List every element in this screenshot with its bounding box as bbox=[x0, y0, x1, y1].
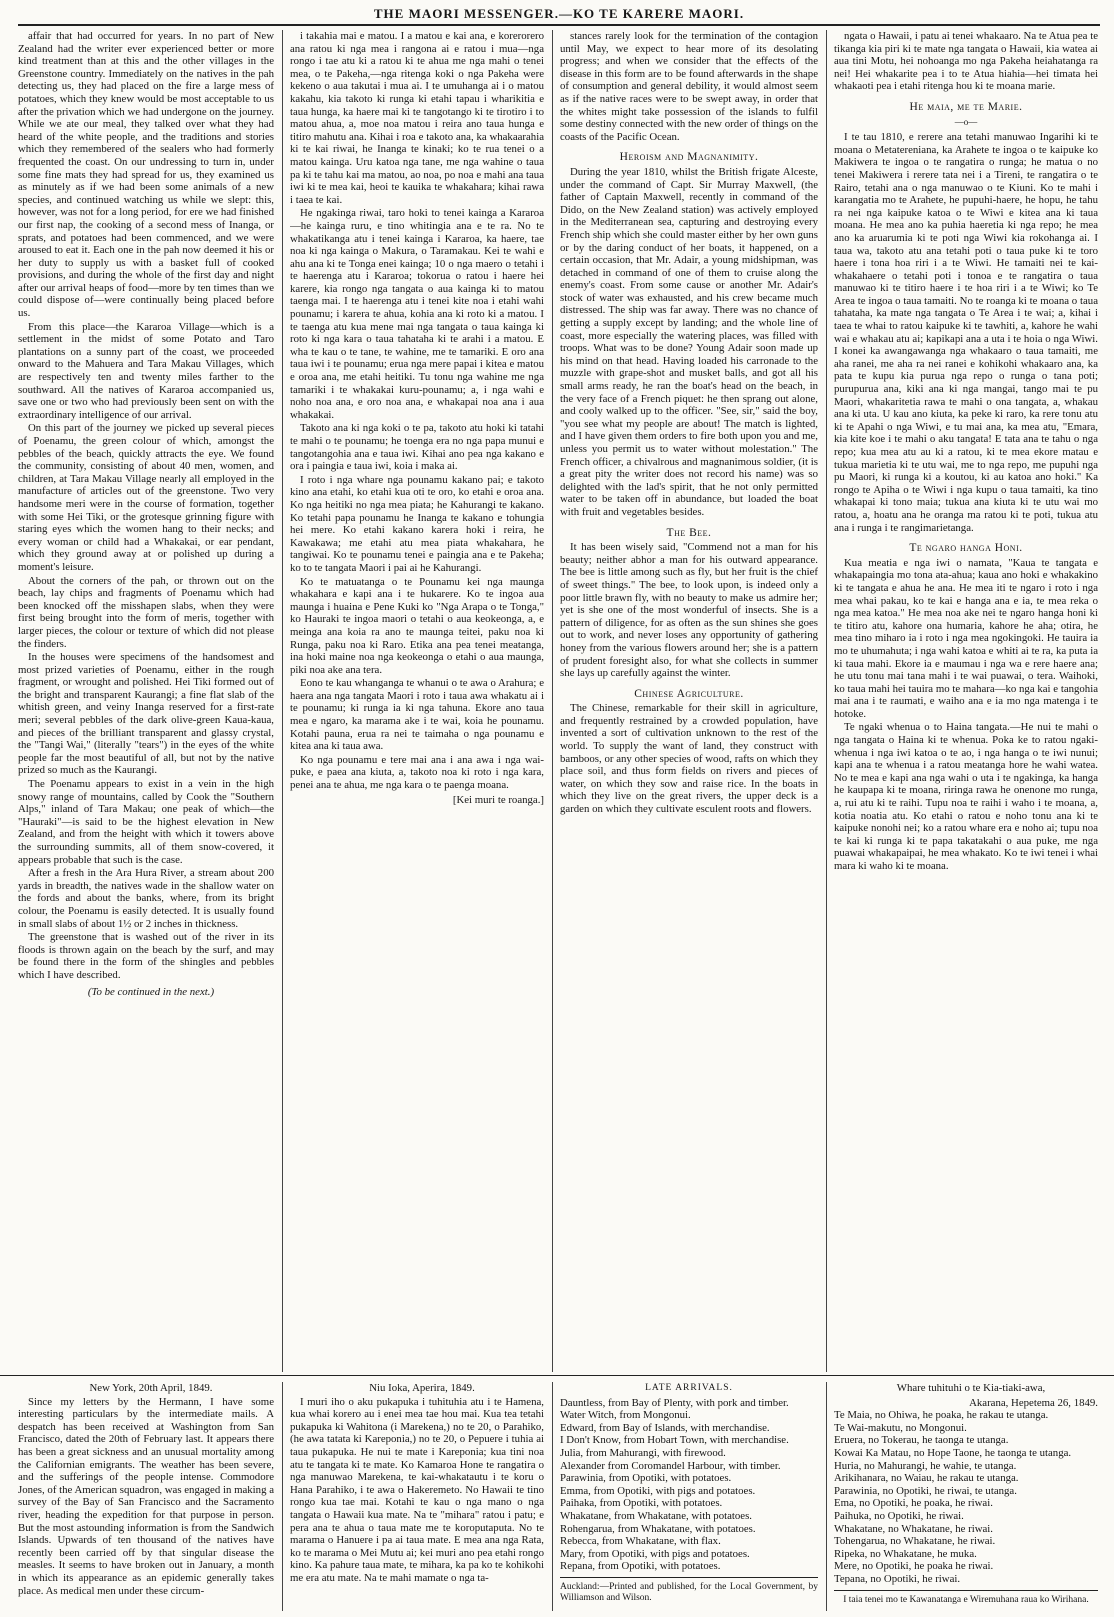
new-york-dateline: New York, 20th April, 1849. bbox=[89, 1382, 213, 1394]
list-item: Julia, from Mahurangi, with firewood. bbox=[560, 1446, 726, 1459]
measles-article-maori-end: ngata o Hawaii, i patu ai tenei whakaaro. Na te Atua pea te tikanga kia piri ki te mate nga tangata o Hawaii, kia watea ai aua tini Motu, hei nohoanga mo nga Pakeha heiahatanga ra nei! Hei whakarite pea i to te Atua hiahia—hei timata hei whakaoti pea i etahi ritenga hou ki te moana marie. bbox=[834, 30, 1098, 93]
bee-article: It has been wisely said, "Commend not a man for his beauty; neither abhor a man for his outward appearance. The bee is little among such as fly, but her fruit is the chief of sweet things." The bee, to look upon, is indeed only a poor little brawn fly, with no beauty to make us admire her; yet is she one of the most wonderful of insects. She is a pattern of diligence, for as often as the sun shines she goes out to work, and never loses any opportunity of gathering honey from the various flowers around her; she is a pattern of prudent foresight also, for what she collects in summer she lays up carefully against the winter. bbox=[560, 541, 818, 680]
late-arrivals-list bbox=[560, 1397, 818, 1573]
list-item: Te Maia, no Ohiwa, he poaka, he rakau te utanga. bbox=[834, 1409, 1049, 1422]
list-item: Alexander from Coromandel Harbour, with timber. bbox=[560, 1459, 781, 1472]
niu-ioka-dateline: Niu Ioka, Aperira, 1849. bbox=[369, 1382, 475, 1394]
paragraph: The Poenamu appears to exist in a vein in the high snowy range of mountains, called by Cook the "Southern Alps," inland of Tara Makau; one peak of which—the "Hauraki"—is said to be the highest elevation in New Zealand, and from the height with which it towers above the surrounding summits, all of them snow-covered, it appears probable that such is the case. bbox=[18, 778, 274, 866]
list-item: Edward, from Bay of Islands, with merchandise. bbox=[560, 1421, 770, 1434]
list-item: Te Wai-makutu, no Mongonui. bbox=[834, 1421, 967, 1434]
measles-article-end: stances rarely look for the termination of the contagion until May, we expect to hear more of its desolating progress; and when we consider that the effects of the disease in this form are to be found afterwards in the shape of consumption and general debility, it would almost seem as if the native races were to be swept away, in order that the whites might take possession of the islands to fulfil some destiny connected with the new order of things on the coasts of the Pacific Ocean. bbox=[560, 30, 818, 143]
list-item: Whakatane, no Whakatane, he riwai. bbox=[834, 1522, 993, 1535]
chinese-agriculture-article: The Chinese, remarkable for their skill in agriculture, and frequently restrained by a crowded population, have invented a sort of cultivation unknown to the rest of the world. To supply the want of land, they construct with bamboos, or any other species of wood, rafts on which they place soil, and thus form fields on rivers and pieces of water, on which they sow and raise rice. In the boats in which they live on the great rivers, the upper deck is a garden on which they cultivate esculent roots and flowers. bbox=[560, 702, 818, 816]
column-rule bbox=[552, 1382, 553, 1611]
paragraph: He ngakinga riwai, taro hoki to tenei kainga a Kararoa—he kainga ruru, e tino whitingia ana e te ra. No te whakatikanga atu i tenei kainga i Kararoa, ka haere, tae noa ki nga kainga o Makura, o Taramakau. Kei te wahi e ahu ana ki te Tonga enei kainga; 10 o nga maero o tetahi i te haerenga atu i Kararoa; tokorua o ratou i haere hei karere, kia rongo nga tangata o aua kainga ki to matou taenga mai. I te haerenga atu i tenei kite noa i etahi wahi pounamu; i karera te ahua, kohia ana ki roto ki a matou. I te taenga atu kua mene mai nga tangata o taua kainga ki roto ki nga kara o taua tahataha ki te arahi i a matou. E wha te kau o te tane, te wahine, me te tamariki. E oro ana taua iwi i te pounamu; erua nga mere papai i kitea e matou e oroa ana, me etahi heitiki. Tu tonu nga wahine me nga tamariki i te whakakai kuru-pounamu; a, i nga wahi e noho noa ana, e oro noa ana, e whakapai noa ana i aua whakakai. bbox=[290, 207, 544, 421]
heroism-article: During the year 1810, whilst the British frigate Alceste, under the command of Capt. Sir Murray Maxwell, (the father of Captain Maxwell, recently in command of the Dido, on the New Zealand station) was actively employed in the Mediterranean sea, capturing and destroying every French ship which she could master either by her own guns or by the daring conduct of her boats, it happened, on a certain occasion, that Mr. Adair, a young midshipman, was detached in command of one of them to cruise along the enemy's coast. From some cause or another Mr. Adair's stock of water was exhausted, and his crew became much distressed. The ship was far away. There was no chance of getting a supply except by landing; and the whole line of coast, more especially the watering places, was filled with troops. What was to be done? Young Adair soon made up his mind on that head. Having loaded his carronade to the muzzle with grape-shot and musket balls, and got all his small arms ready, he ran the boat's head on the beach, in the very face of a French piquet: he then sprang out alone, and cooly walked up to the officer. "See, sir," said the boy, "you see what my people are about! The match is lighted, and I have given them orders to fire both upon you and me, unless you permit us to water without molestation." The French officer, a chivalrous and magnanimous soldier, (it is a great pity the writer does not record his name) was so delighted with the lad's spirit, that he not only permitted water to be taken off in abundance, but loaded the boat with fruit and vegetables besides. bbox=[560, 165, 818, 518]
imprint: Auckland:—Printed and published, for the Local Government, by Williamson and Wilson. bbox=[560, 1581, 818, 1603]
column-rule bbox=[826, 30, 827, 1372]
upper-section bbox=[18, 30, 1100, 1372]
list-item: Paihaka, from Opotiki, with potatoes. bbox=[560, 1497, 723, 1510]
continued-note-maori: [Kei muri te roanga.] bbox=[452, 793, 544, 806]
maia-heading: He maia, me te Marie. bbox=[909, 100, 1023, 113]
list-item: Tohengarua, no Whakatane, he riwai. bbox=[834, 1535, 996, 1548]
imprint-maori: I taia tenei mo te Kawanatanga e Wiremuhana raua ko Wirihana. bbox=[843, 1594, 1089, 1605]
list-item: Tepana, no Opotiki, he riwai. bbox=[834, 1572, 961, 1585]
list-item: Ema, no Opotiki, he poaka, he riwai. bbox=[834, 1497, 993, 1510]
chinese-agriculture-heading: Chinese Agriculture. bbox=[634, 687, 744, 700]
paragraph: On this part of the journey we picked up several pieces of Poenamu, the green colour of which, amongst the pebbles of the beach, quickly attracts the eye. We found the community, consisting of about 40 men, women, and children, at Tara Makau Village nearly all employed in the manufacture of articles out of the greenstone. Two very handsome meri were in the course of formation, together with some Hei Tiki, or the grotesque grinning figure with staring eyes which the women hang to their necks; and every woman or child had a Whakakai, or ear pendant, which they ground away at or polished up during a moment's leisure. bbox=[18, 422, 274, 573]
new-york-text: Since my letters by the Hermann, I have some interesting particulars by the intermediate mails. A despatch has been received at Washington from San Francisco, dated the 20th of February last. It appears there has been a great sickness and an unusual mortality among the Californian emigrants. The weather has been severe, and the sufferings of the people intense. Commodore Jones, of the American squadron, was engaged in making a survey of the Bay of San Francisco and the Sacramento river, heading the expedition for that purpose in person. But the most astounding information is from the Sandwich Islands. Upwards of ten thousand of the natives have recently been carried off by that singular disease the measles. It seems to have broken out in January, a month in which its appearance as an epidemic generally takes place. As medical men under these circum- bbox=[18, 1395, 274, 1597]
list-item: Rebecca, from Whakatane, with flax. bbox=[560, 1535, 721, 1548]
new-york-letter bbox=[18, 1382, 274, 1611]
column-3 bbox=[560, 30, 818, 1372]
whare-arrivals bbox=[834, 1382, 1098, 1611]
column-4 bbox=[834, 30, 1098, 1372]
bee-heading: The Bee. bbox=[666, 526, 712, 539]
paragraph: Ko te matuatanga o te Pounamu kei nga maunga whakahara e kapi ana i te hukarere. Ko te ingoa aua maunga i huaina e Pene Kuki ko "Nga Arapa o te Tonga," ko Hauraki te ingoa maori o tetahi o aua keokeonga, a, e meinga ana koia ra ano te maunga teitei, paku noa ki Runga, paku noa ki Raro. Etika ana pea tenei meatanga, ina hoki maine noa nga keokeonga o etahi o aua maunga, piki noa ake ana tera. bbox=[290, 575, 544, 676]
list-item: Arikihanara, no Waiau, he rakau te utanga. bbox=[834, 1472, 1019, 1485]
paragraph: i takahia mai e matou. I a matou e kai ana, e korerorero ana ratou ki nga mea i rangona ai e ratou i mua—nga rongo i tae atu ki a ratou ki te ahua me nga mahi o tenei mea, o te Pakeha,—nga ritenga koki o nga Pakeha were kekeno o aua takutai i mua ai. I te umuhanga ai i o matou kakahu, kia takoto ki runga ki etahi tapau i wharikitia e taua hunga, ka haere mai ki te tangotango ki te tirotiro i to matou ahua, a, moe noa matou i reira ano taua hunga e titiro mahutu ana. Kihai i roa e takoto ana, ka whakaarahia ki te kai riwai, he Inanga te kinaki; ko te rua tenei o a matou kainga. Uru katoa nga tane, me nga wahine o taua pa ki te tahu kai ma matou, ao noa, po noa e mahi ana taua iwi ki te mea kai, heoi te kauika te whakahara; kihai rawa i taea te kai. bbox=[290, 30, 544, 206]
list-item: Huria, no Mahurangi, he wahie, te utanga. bbox=[834, 1459, 1017, 1472]
late-arrivals-heading: LATE ARRIVALS. bbox=[645, 1383, 733, 1393]
whare-heading: Whare tuhituhi o te Kia-tiaki-awa, bbox=[896, 1382, 1046, 1394]
paragraph: Ko nga pounamu e tere mai ana i ana awa i nga wai-puke, e paea ana kiuta, a, takoto noa ki roto i nga kara, penei ana te ahua, me nga kara o te paenga moana. bbox=[290, 753, 544, 792]
column-2 bbox=[290, 30, 544, 1372]
section-rule bbox=[0, 1375, 1114, 1376]
heroism-heading: Heroism and Magnanimity. bbox=[619, 151, 759, 164]
masthead: THE MAORI MESSENGER.—KO TE KARERE MAORI. bbox=[373, 6, 745, 21]
niu-ioka-letter bbox=[290, 1382, 544, 1611]
list-item: Repana, from Opotiki, with potatoes. bbox=[560, 1560, 721, 1573]
niu-ioka-text: I muri iho o aku pukapuka i tuhituhia atu i te Hamena, kua whai korero au i enei mea tae hou mai. Kua tea tetahi pukapuka ki Wahitona (i Marekena,) no te 20, o Parahiko, (he awa tatata ki Kareponia,) no te 20, o Pepuere i tuhia ai taua pukapuka. He nui te mate i Kareponia; kua tini noa atu te tangata ki te mate. Ko Kamaroa Hone te rangatira o nga manuwao Marekena, te kai-whakatautu i te koru o Hana Parahiko, i te awa o Hakeremeto. No Hawaii te tino rongo kua tae mai. Kotahi te kau o nga mano o nga tangata o Hawaii kua mate. Na te "mihara" ratou i patu; e pera ana te ahua o taua mate me te koroputaputa. No te marama o Hanuere i pa ai taua mate. E mea ana nga Rata, ko te marama o Mei Mutu ai; kei muri ano pea etahi rongo kino. Ka pahure taua mate, te mihara, ka pa ko te kohikohi me era atu mate. Na te mahi mamate o nga ta- bbox=[290, 1395, 544, 1584]
paragraph: affair that had occurred for years. In no part of New Zealand had the writer ever experienced better or more kind treatment than at this and the other villages in the Greenstone country. Immediately on the natives in the pah detecting us, they had placed on the fire a large mess of potatoes, which they knew would be most acceptable to us after the privation which we had undergone on the journey. While we ate our meal, they talked over what they had heard of the white people, and the traditions and stories which they remembered of the sealers who had formerly frequented the coast. On our undressing to turn in, under some fine mats they had spread for us, they examined us as minutely as if we had been some animals of a new species, and continued watching us while we slept: this, however, was not for a long period, for ere we had finished our first nap, the cooking of a second mess of Inanga, or sprats, and potatoes had been commenced, and we were aroused to eat it. Each one in the pah now deemed it his or her duty to supply us with a basket full of cooked provisions, and during the whole of the first day and night after our arrival heaps of food—more by ten times than we could dispose of—were continually being placed before us. bbox=[18, 30, 274, 320]
imprint-rule bbox=[560, 1577, 818, 1578]
col2-paragraphs bbox=[290, 30, 544, 792]
continued-note: (To be continued in the next.) bbox=[87, 985, 215, 998]
haina-article: Te ngaki whenua o to Haina tangata.—He nui te mahi o nga tangata o Haina ki te whenua. Poka ke to ratou ngaki-whenua i nga iwi katoa o te ao, i nga hanga o te iwi nunui; kapi ana te whenua i a ratou meatanga hore he wahi watea. No te mea e kapi ana nga wahi o uta i te ngakinga, ka hanga he kaupapa ki te moana, riringa rawa he onenone mo runga, a, rui atu ki te raihi. Tupu noa te raihi i waho i te moana, a, kotia noatia atu. Ko etahi o ratou e noho tonu ana ki te kaipuke nonohi nei; ko a ratou whare era e noho ai; tupu noa te kai ki runga ki te papa takatakahi o aua puke, me nga puawai whakapaipai, he mea whakato. Ko te iwi tenei i whai mara ki waho ki te moana. bbox=[834, 721, 1098, 872]
list-item: Emma, from Opotiki, with pigs and potatoes. bbox=[560, 1484, 756, 1497]
paragraph: Takoto ana ki nga koki o te pa, takoto atu hoki ki tatahi te mahi o te pounamu; he toenga era no nga papa munui e tangotangohia ana e taua iwi. Kihai ano pea nga kakano e ora i paingia e taua iwi, koia i maka ai. bbox=[290, 422, 544, 473]
paragraph: Eono te kau whanganga te whanui o te awa o Arahura; e haera ana nga tangata Maori i roto i taua awa whakatu ai i te pounamu; ki runga ia ki nga tahuna. Ekore ano taua mea e ngaro, ka marama ake i te wai, koia he pounamu. Kotahi pauna, erua ra nei te taimaha o nga pounamu e kitea ana ki taua awa. bbox=[290, 677, 544, 753]
col1-paragraphs bbox=[18, 30, 274, 982]
column-1 bbox=[18, 30, 274, 1372]
list-item: Parawinia, no Opotiki, he riwai, te utanga. bbox=[834, 1484, 1017, 1497]
maia-article: I te tau 1810, e rerere ana tetahi manuwao Ingarihi ki te moana o Metatereniana, ka Arahete te ingoa o te kaipuke ko Makiwera te ingoa o te rangatira o runga; he matua o no tenei Makiwera i rerere tata nei i a Tireni, te rangatira o te Rairo, tetahi ana o nga manuwao o te Kiuni. Ko te mahi i karangatia mo te Arahete, he pupuhi-haere, he hopu, he tahu ra nei nga kaipuke katoa o te Wiwi e kitea ana ki taua moana. He mea ano ka puhia haeretia ki nga repo; he mea ano ka aruarumia ki te poti nga Wiwi kia rokohanga ai. I taua wa, takoto atu ana tetahi poti o taua puke ki te toro haere i tona hoa riri i a te Wiwi. He tamaiti nei te kai-whakahaere o tetahi poti i tonoa e te rangatira o taua manuwao ki te titiro haere i te hoa riri i a te Wiwi; ko Te Area te ingoa o taua tamaiti. No te roanga ki te moana o taua tahataha, ka mate nga tangata o Te Area i te wai; a, kihai i taea te whai to ratou kaipuke ki te tawhiti, a, kahore he wahi wai e whakau atu ai; kapikapi ana a uta i te hoia o nga Wiwi. I konei ka awangawanga nga whakaaro o taua tamaiti, me aha ranei, me aha ra nei ranei e kohikohi whakaaro ana, ka pata te kupu kia purua nga repo o runga o tana poti; purupurua ana, kiki ana ki nga mangai, tango mai te pu Maori, whakaritetia rawa te mahi o ona tangata, a, whakau ana ki uta. U kau ano kiuta, ka peke ki raro, ka rere tonu atu ki te Apahi o nga Wiwi, e tu mai ana, ka mea atu, "Emara, kia kite koe i te mahi o aku tangata! E tata ana te tahu o nga repo; kua mea atu au ki a ratou, ki te mea ekore matau e tukua marietia ki te utu wai, me to nga repo, me pupuhi nga pu Maori, ki runga ki a koutou, ki au katoa ano hoki." Ka rongo te Apiha o te Wiwi i nga kupu o taua tamaiti, ka tino whakapai ki tono maia; tukua ana kiuta ki te utu wai mo ratou, a, hoatu ana he oranga ma ratou ki te poti, tukua atu ana i runga i te rangimarietanga. bbox=[834, 131, 1098, 534]
honi-article: Kua meatia e nga iwi o namata, "Kaua te tangata e whakapaingia mo tona ata-ahua; kaua ano hoki e whakakino ki te tangata e ahua he ana. He mea iti te ngaro i roto i nga mea whai pakau, ko te kai e hanga ana e ia, te mea reka o nga mea katoa." He mea noa ake nei te ngaro hanga honi ki te titiro atu, kahore ona humaria, kahore he aha; otira, he mea tino miharo ia i roto i nga mea ngokingoki. He tauira ia mo te uhumahuta; i nga wahi katoa e whiti ai te ra, ka puta ia ki taua mahi. Ekore ia e maumau i nga wa e rere haere ana; he utu tonu mai tana mahi i te wai puawai, o tera. Waihoki, ko taua mahi hei tauira mo te mahara—ko nga kai e tangohia mai ana i te raumati, e waiho ana e ia mo nga matenga i te hotoke. bbox=[834, 556, 1098, 720]
column-rule bbox=[282, 30, 283, 1372]
list-item: Mere, no Opotiki, he poaka he riwai. bbox=[834, 1560, 994, 1573]
heading-separator: —o— bbox=[954, 116, 978, 127]
paragraph: From this place—the Kararoa Village—which is a settlement in the midst of some Potato and Taro plantations on a sunny part of the coast, we proceeded onward to the Mahuera and Tara Makau Villages, which are respectively ten and twenty miles farther to the southward. All the natives of Kararoa accompanied us, save one or two who had previously been sent on with the extraordinary intelligence of our arrival. bbox=[18, 320, 274, 421]
list-item: Water Witch, from Mongonui. bbox=[560, 1409, 691, 1422]
imprint-rule bbox=[834, 1590, 1098, 1591]
list-item: Ripeka, no Whakatane, he muka. bbox=[834, 1547, 977, 1560]
late-arrivals bbox=[560, 1382, 818, 1611]
paragraph: About the corners of the pah, or thrown out on the beach, lay chips and fragments of Poenamu which had been knocked off the misshapen slabs, when they were first being brought into the form of meris, together with larger pieces, the colour or texture of which did not please the finders. bbox=[18, 574, 274, 650]
masthead-rule bbox=[18, 24, 1100, 26]
column-rule bbox=[282, 1382, 283, 1611]
list-item: Paihuka, no Opotiki, he riwai. bbox=[834, 1509, 964, 1522]
list-item: Kowai Ka Matau, no Hope Taone, he taonga te utanga. bbox=[834, 1446, 1072, 1459]
column-rule bbox=[826, 1382, 827, 1611]
paragraph: In the houses were specimens of the handsomest and most prized varieties of Poenamu, either in the rough fragment, or wrought and polished. Hei Tiki formed out of the bright and transparent Kaurangi; a fine flat slab of the whitish green, and veiny Inanga reserved for a first-rate meri; several pebbles of the dark olive-green Kaua-kaua, and pieces of the brilliant transparent and glassy crystal, the "Tangi Wai," (literally "tears") in the eyes of the white people far the most beautiful of all, but not by the native prized so much as the Kaurangi. bbox=[18, 651, 274, 777]
lower-section bbox=[18, 1382, 1100, 1611]
list-item: I Don't Know, from Hobart Town, with merchandise. bbox=[560, 1434, 789, 1447]
list-item: Rohengarua, from Whakatane, with potatoes. bbox=[560, 1522, 756, 1535]
whare-dateline: Akarana, Hepetema 26, 1849. bbox=[969, 1396, 1098, 1409]
column-rule bbox=[552, 30, 553, 1372]
paragraph: After a fresh in the Ara Hura River, a stream about 200 yards in breadth, the natives wade in the shallow water on the fords and about the banks, where, from its bright colour, the Poenamu is easily detected. It is usually found in small slabs of about 1½ or 2 inches in thickness. bbox=[18, 867, 274, 930]
paragraph: The greenstone that is washed out of the river in its floods is thrown again on the beach by the surf, and may be found there in the form of the shingles and pebbles which I have described. bbox=[18, 931, 274, 981]
list-item: Dauntless, from Bay of Plenty, with pork and timber. bbox=[560, 1396, 789, 1409]
list-item: Whakatane, from Whakatane, with potatoes. bbox=[560, 1509, 752, 1522]
list-item: Mary, from Opotiki, with pigs and potatoes. bbox=[560, 1547, 750, 1560]
whare-list bbox=[834, 1409, 1098, 1585]
list-item: Eruera, no Tokerau, he taonga te utanga. bbox=[834, 1434, 1009, 1447]
honi-heading: Te ngaro hanga Honi. bbox=[909, 542, 1023, 555]
paragraph: I roto i nga whare nga pounamu kakano pai; e takoto kino ana etahi, ko etahi kua oti te oro, ko etahi e oroa ana. Ko nga heitiki no nga mea piata; he Kahurangi te kakano. Ko tetahi papa pounamu he Inanga te kakano e tohungia hei mere. Ko etahi kakano karera hoki i reira, he Kawakawa; me etahi atu mea piata whakahara, he tangiwai. Ko te pounamu tenei e paingia ana e te Pakeha; ko to te tangata Maori i pai ai he Kahurangi. bbox=[290, 473, 544, 574]
list-item: Parawinia, from Opotiki, with potatoes. bbox=[560, 1472, 732, 1485]
